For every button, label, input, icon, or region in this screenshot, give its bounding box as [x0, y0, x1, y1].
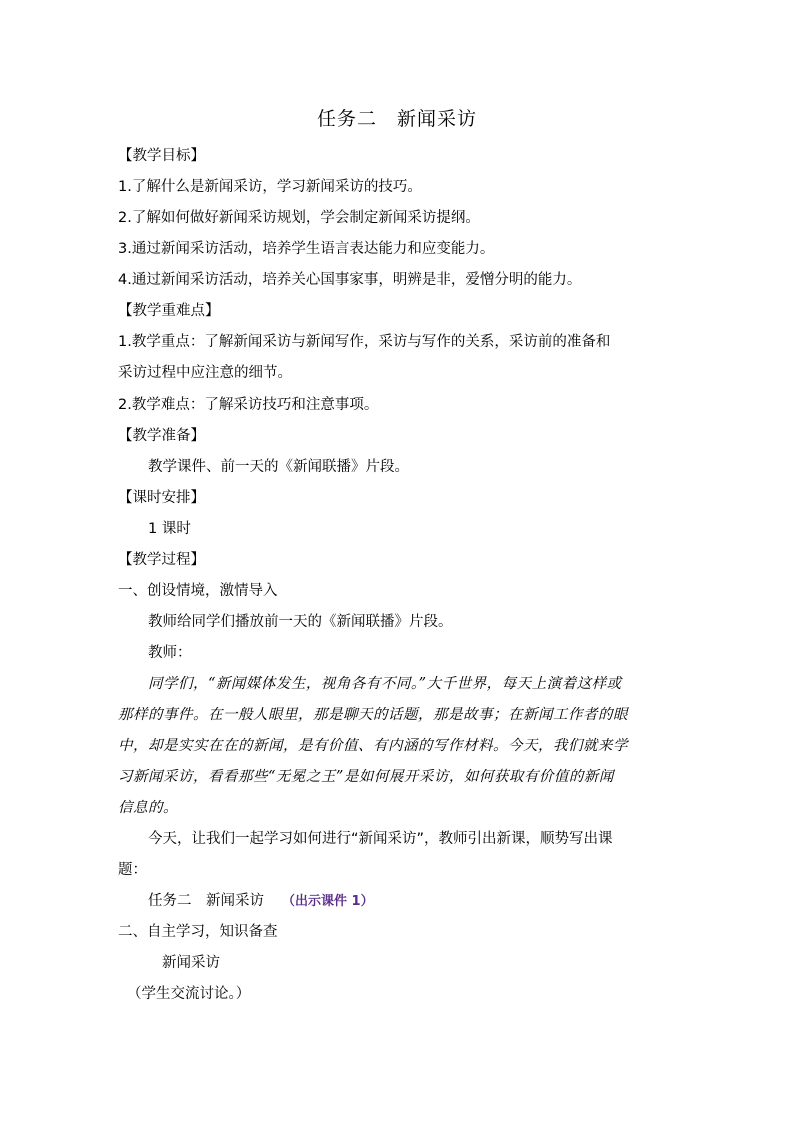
goal-item-4: 4.通过新闻采访活动，培养关心国事家事，明辨是非，爱憎分明的能力。 [118, 272, 582, 288]
task-title: 任务二 新闻采访 [148, 893, 264, 909]
step1-teacher-label: 教师： [148, 645, 192, 661]
quote-line-1: 同学们，“新闻媒体发生，视角各有不同。”大千世界，每天上演着这样或 [148, 676, 622, 692]
quote-line-3: 中，却是实实在在的新闻，是有价值、有内涵的写作材料。今天，我们就来学 [118, 738, 628, 754]
schedule-text: 1 课时 [148, 521, 191, 537]
quote-line-4: 习新闻采访，看看那些“无冕之王”是如何展开采访，如何获取有价值的新闻 [118, 769, 614, 785]
key-points-heading: 【教学重难点】 [118, 303, 220, 319]
step1-paragraph-2-line2: 题： [118, 862, 147, 878]
preparation-heading: 【教学准备】 [118, 428, 205, 444]
goal-item-1: 1.了解什么是新闻采访，学习新闻采访的技巧。 [118, 179, 422, 195]
quote-line-2: 那样的事件。在一般人眼里，那是聊天的话题，那是故事；在新闻工作者的眼 [118, 707, 628, 723]
key-point-1-line2: 采访过程中应注意的细节。 [118, 365, 292, 381]
courseware-note: （出示课件 1） [282, 894, 374, 909]
step2-note: （学生交流讨论。） [127, 986, 251, 1002]
step1-task-line [148, 892, 374, 911]
goal-item-3: 3.通过新闻采访活动，培养学生语言表达能力和应变能力。 [118, 241, 495, 257]
quote-line-5: 信息的。 [118, 800, 178, 816]
step2-title: 二、自主学习，知识备查 [118, 924, 278, 940]
step2-subtitle: 新闻采访 [162, 955, 220, 971]
step1-paragraph-2-line1: 今天，让我们一起学习如何进行“新闻采访”，教师引出新课，顺势写出课 [148, 831, 613, 847]
goals-heading: 【教学目标】 [118, 148, 205, 164]
process-heading: 【教学过程】 [118, 552, 205, 568]
preparation-text: 教学课件、前一天的《新闻联播》片段。 [148, 459, 409, 475]
page-title: 任务二 新闻采访 [316, 108, 477, 130]
key-point-2: 2.教学难点：了解采访技巧和注意事项。 [118, 397, 379, 413]
key-point-1-line1: 1.教学重点：了解新闻采访与新闻写作，采访与写作的关系，采访前的准备和 [118, 334, 611, 350]
step1-paragraph-1: 教师给同学们播放前一天的《新闻联播》片段。 [148, 614, 453, 630]
goal-item-2: 2.了解如何做好新闻采访规划，学会制定新闻采访提纲。 [118, 210, 480, 226]
step1-title: 一、创设情境，激情导入 [118, 583, 278, 599]
schedule-heading: 【课时安排】 [118, 490, 205, 506]
